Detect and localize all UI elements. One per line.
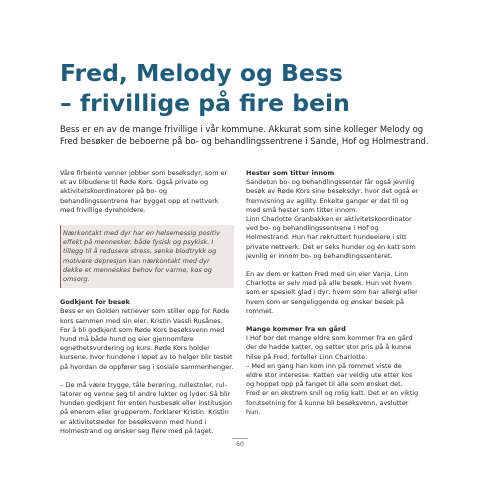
heading-godkjent: Godkjent for besøk [60, 298, 130, 307]
body-paragraph: – De må være trygge, tåle berøring, rullestoler, rullatorer og venne seg til andre lukter og lyder. Så blir hunden godkjent for enten husbesøk eller institusjon på enerom eller grupperom, forklarer Kristin. Kristin er aktivitetsleder for besøksvenn med hund i Holmestrand og ønsker seg flere med på laget. [60, 380, 232, 435]
body-paragraph: Linn Charlotte Granbakken er aktivitetskoordinator ved bo- og behandlingssentrene i Hof og Holmestrand. Hun har rekruttert hundeeiere i sitt private nettverk. Det er seks hunder og én katt som jevnlig er innom bo- og behandlingssenteret. [246, 215, 416, 260]
body-paragraph: Fred er en ekstrem snill og rolig katt. Det er en viktig forutsetning for å kunne bli besøksvenn, avslutter hun. [246, 389, 419, 416]
left-column [60, 169, 234, 436]
lead-paragraph: Bess er en av de mange frivillige i vår kommune. Akkurat som sine kolleger Melody og Fred besøker de beboerne på bo- og behandlingssentrene i Sande, Hof og Holmestrand. [60, 124, 429, 146]
pull-quote: Nærkontakt med dyr har en helsemessig positiv effekt på mennesker, både fysisk og psykisk. I tillegg til å redusere stress, senke blodtrykk og motivere depresjon kan nærkontakt med dyr dekke et menneskes behov for varme, kos og omsorg. [60, 225, 234, 288]
right-column [246, 169, 420, 417]
body-paragraph: Sandetun bo- og behandlingssenter får også jevnlig besøk av Røde Kors sine besøksdyr, hvor det også er fremvisning av agility. Enkelte ganger er det til og med små hester som titter innom. [246, 178, 419, 214]
intro-paragraph: Våre firbente venner jobber som besøksdyr, som er et av tilbudene til Røde Kors. Også private og aktivitetskoordinatorer på bo- og behandlingssentrene har bygget opp et nettverk med frivillige dyreholdere. [60, 169, 228, 214]
title-line-1: Fred, Melody og Bess [60, 59, 343, 87]
body-paragraph: I Hof bor det mange eldre som kommer fra en gård der de hadde katter, og setter stor pris på å kunne hilse på Fred, forteller Linn Charlotte. [246, 334, 413, 361]
page-number: 60 [236, 441, 244, 448]
body-paragraph: Bess er en Golden retriever som stiller opp for Røde kors sammen med sin eier, Kristin Vassli Rusånes. For å bli godkjent som Røde Kors besøksvenn med hund må både hund og eier gjennomføre egnethetsvurdering og kurs. Røde Kors holder kursene, hvor hundene i løpet av to helger blir testet på hvordan de oppfører seg i sosiale sammenhenger. [60, 307, 234, 371]
title-line-2: – frivillige på fire bein [60, 89, 350, 117]
footer-divider [232, 438, 248, 439]
heading-hester: Hester som titter innom [246, 169, 335, 177]
body-paragraph: En av dem er katten Fred med sin eier Vanja. Linn Charlotte er selv med på alle besøk. Hun vet hvem som er spesielt glad i dyr, hvem som har allergi eller hvem som er sengeliggende og ønsker besøk på rommet. [246, 270, 418, 315]
article-title [60, 58, 440, 118]
body-paragraph: – Med en gang han kom inn på rommet viste de eldre stor interesse. Katten var veldig ute etter kos og hoppet opp på fanget til alle som ønsket det. [246, 361, 413, 389]
heading-gard: Mange kommer fra en gård [246, 325, 346, 334]
